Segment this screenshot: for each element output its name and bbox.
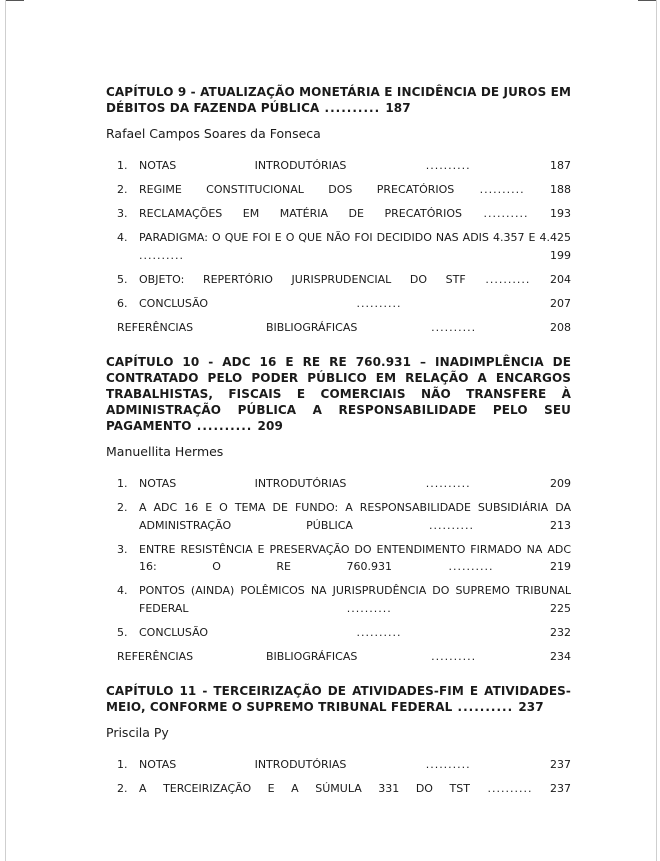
toc-entry[interactable] [106, 582, 571, 617]
toc-entry-number: 4. [117, 584, 128, 597]
toc-entry-number: 1. [117, 159, 128, 172]
toc-entry[interactable] [106, 295, 571, 313]
dot-leader: .......... [357, 649, 550, 663]
toc-entry-body [139, 181, 571, 199]
toc-entry-title: PARADIGMA: O QUE FOI E O QUE NÃO FOI DECIDIDO NAS ADIS 4.357 E 4.425 [139, 231, 571, 244]
toc-entry-page-number: 187 [550, 159, 571, 172]
toc-entry-page-number: 237 [549, 782, 571, 795]
toc-entry-page-number: 237 [550, 758, 571, 771]
toc-entry-page-number: 193 [550, 207, 571, 220]
chapter-block [106, 683, 571, 798]
toc-entry-number: 4. [117, 231, 128, 244]
toc-entry[interactable] [106, 541, 571, 576]
dot-leader: .......... [346, 159, 550, 172]
toc-entry-title: REFERÊNCIAS BIBLIOGRÁFICAS [117, 320, 358, 334]
dot-leader: .......... [346, 477, 550, 490]
toc-entry-title: CONCLUSÃO [139, 296, 209, 310]
dot-leader: .......... [461, 207, 550, 220]
dot-leader: .......... [465, 272, 550, 286]
toc-entry-body [117, 648, 571, 666]
table-of-contents [106, 84, 571, 816]
toc-entry-title: CONCLUSÃO [139, 625, 209, 639]
toc-entry-page-number: 209 [550, 477, 571, 490]
toc-entry-body [117, 319, 571, 337]
crop-mark-left [6, 0, 24, 1]
toc-entry-number: 6. [117, 296, 128, 310]
chapter-title[interactable] [106, 354, 571, 434]
chapter-block [106, 354, 571, 665]
toc-entry-page-number: 232 [550, 625, 571, 639]
toc-entry-body [139, 157, 571, 175]
chapter-author: Manuellita Hermes [106, 444, 224, 459]
toc-entry-body [139, 295, 571, 313]
toc-entry-number: 2. [117, 782, 128, 795]
toc-entry-title: PONTOS (AINDA) POLÊMICOS NA JURISPRUDÊNCIA DO SUPREMO TRIBUNAL FEDERAL [139, 584, 571, 615]
toc-entry-number: 1. [117, 758, 128, 771]
toc-entry[interactable] [106, 756, 571, 774]
toc-entry-body [139, 499, 571, 534]
chapter-title-text: CAPÍTULO 11 - TERCEIRIZAÇÃO DE ATIVIDADES-FIM E ATIVIDADES-MEIO, CONFORME O SUPREMO TRIBUNAL FEDERAL [106, 684, 571, 714]
toc-entry[interactable] [106, 271, 571, 289]
dot-leader: .......... [191, 419, 258, 433]
toc-entry[interactable] [106, 624, 571, 642]
toc-entry-page-number: 204 [550, 272, 571, 286]
dot-leader: .......... [357, 320, 550, 334]
toc-entry-number: 3. [117, 207, 128, 220]
crop-mark-right [638, 0, 656, 1]
dot-leader: .......... [469, 782, 550, 795]
toc-entry-body [139, 541, 571, 576]
toc-entry-number: 5. [117, 272, 128, 286]
dot-leader: .......... [319, 101, 386, 115]
toc-entry-title: NOTAS INTRODUTÓRIAS [139, 159, 347, 172]
toc-entry-body [139, 624, 571, 642]
document-page [5, 0, 657, 861]
toc-entry-references[interactable] [106, 648, 571, 666]
chapter-title-text: CAPÍTULO 10 - ADC 16 E RE RE 760.931 – INADIMPLÊNCIA DE CONTRATADO PELO PODER PÚBLICO EM RELAÇÃO A ENCARGOS TRABALHISTAS, FISCAIS E COMERCIAIS NÃO TRANSFERE À ADMINISTRAÇÃO PÚBLICA A RESPONSABILIDADE PELO SEU PAGAMENTO [106, 355, 571, 433]
chapter-page-number: 209 [257, 419, 283, 433]
toc-entry-page-number: 208 [550, 320, 571, 334]
toc-entry-page-number: 225 [550, 601, 571, 615]
toc-entry-title: OBJETO: REPERTÓRIO JURISPRUDENCIAL DO STF [139, 272, 466, 286]
toc-entry-page-number: 207 [550, 296, 571, 310]
chapter-title-text: CAPÍTULO 9 - ATUALIZAÇÃO MONETÁRIA E INCIDÊNCIA DE JUROS EM DÉBITOS DA FAZENDA PÚBLICA [106, 85, 571, 115]
toc-entry-number: 1. [117, 477, 128, 490]
toc-entry[interactable] [106, 780, 571, 798]
toc-entry[interactable] [106, 229, 571, 264]
toc-entry-title: REFERÊNCIAS BIBLIOGRÁFICAS [117, 649, 358, 663]
toc-entry-number: 2. [117, 501, 128, 514]
toc-entry-body [139, 205, 571, 223]
toc-entry-body [139, 780, 571, 798]
chapter-page-number: 237 [518, 700, 544, 714]
toc-entry-number: 3. [117, 542, 128, 556]
toc-entry-page-number: 188 [550, 183, 571, 196]
toc-entry-body [139, 229, 571, 264]
toc-entry-title: REGIME CONSTITUCIONAL DOS PRECATÓRIOS [139, 183, 455, 196]
toc-entry[interactable] [106, 475, 571, 493]
toc-entry-body [139, 582, 571, 617]
toc-entry-title: NOTAS INTRODUTÓRIAS [139, 477, 347, 490]
toc-entry-title: ENTRE RESISTÊNCIA E PRESERVAÇÃO DO ENTENDIMENTO FIRMADO NA ADC 16: O RE 760.931 [139, 542, 571, 573]
chapter-title[interactable] [106, 84, 571, 116]
dot-leader: .......... [208, 296, 550, 310]
dot-leader: .......... [392, 560, 550, 573]
toc-entry-page-number: 219 [550, 560, 571, 573]
chapter-block [106, 84, 571, 336]
toc-entry-references[interactable] [106, 319, 571, 337]
toc-entry-body [139, 475, 571, 493]
chapter-author: Rafael Campos Soares da Fonseca [106, 126, 321, 141]
dot-leader: .......... [188, 601, 550, 615]
toc-entry[interactable] [106, 181, 571, 199]
dot-leader: .......... [352, 518, 550, 532]
toc-entry-page-number: 199 [550, 248, 571, 262]
dot-leader: .......... [454, 183, 550, 196]
toc-entry[interactable] [106, 205, 571, 223]
toc-entry-body [139, 756, 571, 774]
toc-entry-title: A TERCEIRIZAÇÃO E A SÚMULA 331 DO TST [139, 782, 470, 795]
toc-entry-page-number: 234 [550, 649, 571, 663]
chapter-page-number: 187 [385, 101, 411, 115]
toc-entry-title: NOTAS INTRODUTÓRIAS [139, 758, 347, 771]
chapter-author: Priscila Py [106, 725, 169, 740]
toc-entry-page-number: 213 [550, 518, 571, 532]
toc-entry-number: 5. [117, 625, 128, 639]
toc-entry[interactable] [106, 499, 571, 534]
dot-leader: .......... [139, 248, 550, 262]
dot-leader: .......... [346, 758, 550, 771]
toc-entry-title: RECLAMAÇÕES EM MATÉRIA DE PRECATÓRIOS [139, 207, 462, 220]
chapter-title[interactable] [106, 683, 571, 715]
toc-entry-number: 2. [117, 183, 128, 196]
dot-leader: .......... [452, 700, 519, 714]
toc-entry[interactable] [106, 157, 571, 175]
dot-leader: .......... [208, 625, 550, 639]
toc-entry-title: A ADC 16 E O TEMA DE FUNDO: A RESPONSABILIDADE SUBSIDIÁRIA DA ADMINISTRAÇÃO PÚBLICA [139, 501, 571, 532]
toc-entry-body [139, 271, 571, 289]
